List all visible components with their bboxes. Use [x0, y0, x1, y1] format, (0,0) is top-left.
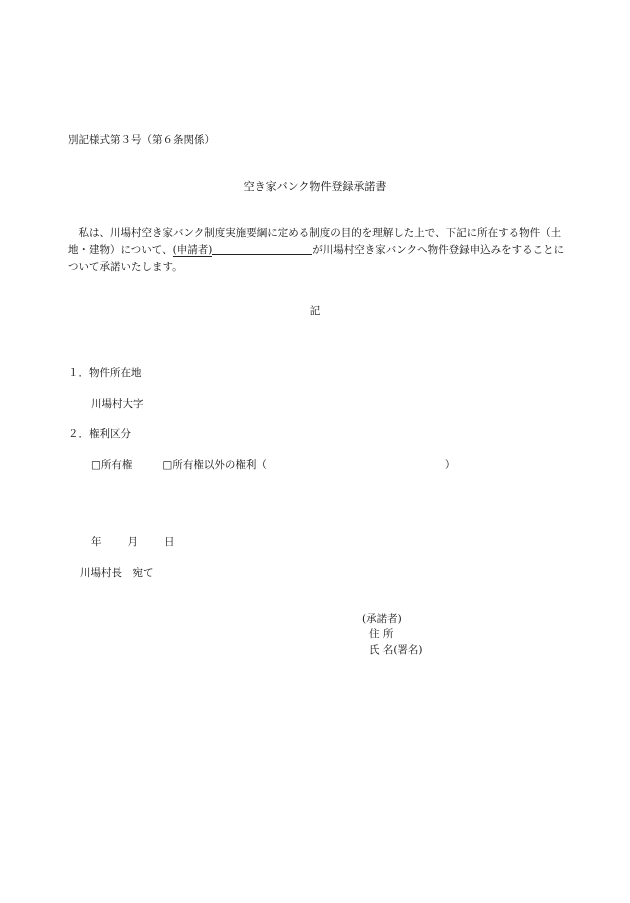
form-number: 別記様式第３号（第６条関係）	[68, 134, 215, 146]
addressee: 川場村長 宛て	[80, 567, 154, 579]
date-line	[91, 535, 175, 549]
address-label: 住 所	[369, 628, 394, 640]
applicant-label: (申請者)	[172, 244, 213, 256]
rights-options	[91, 458, 455, 472]
property-location-value[interactable]: 川場村大字	[91, 398, 144, 410]
ki-heading: 記	[309, 305, 321, 317]
document-title: 空き家バンク物件登録承諾書	[243, 180, 387, 193]
rights-category-heading: ２．権利区分	[68, 428, 131, 440]
statement-part-1: 私は、川場村空き家バンク制度実施要綱に定める制度の目的を理解した上で、下記に所在する物件（土地・建物）について、	[68, 227, 562, 256]
other-rights-checkbox[interactable]: □所有権以外の権利（	[162, 459, 267, 471]
ownership-checkbox[interactable]: □所有権	[91, 459, 133, 471]
statement-part-2: が川場村空き家バンクへ物件登録申込みをすることについて承諾いたします。	[68, 244, 565, 273]
name-signature-label: 氏 名(署名)	[369, 644, 423, 656]
property-location-heading: １．物件所在地	[68, 367, 142, 379]
year-label: 年	[91, 536, 102, 548]
consenter-label: (承諾者)	[362, 613, 402, 625]
consent-statement	[68, 225, 568, 276]
month-label: 月	[127, 536, 138, 548]
other-rights-close: ）	[444, 459, 456, 471]
applicant-name-blank[interactable]	[212, 242, 312, 255]
day-label: 日	[164, 536, 175, 548]
